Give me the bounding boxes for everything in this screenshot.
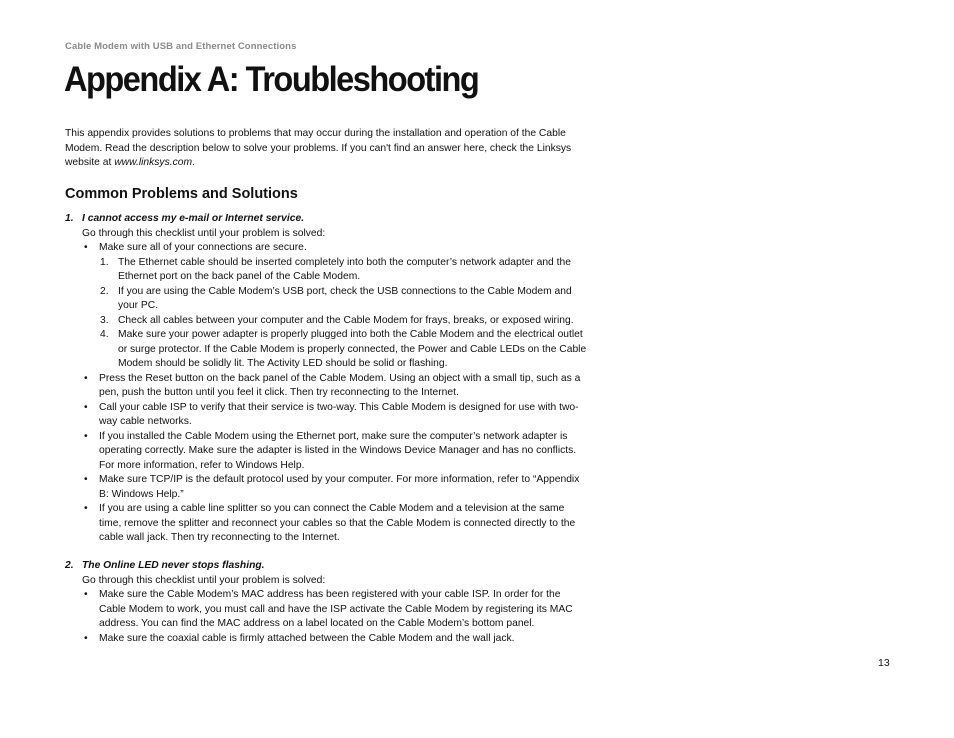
sub-item-text: Make sure your power adapter is properly plugged into both the Cable Modem and the electrical outlet or surge protector. If the Cable Modem is properly connected, the Power and Cable LEDs on the Cable Modem should be solidly lit. The Activity LED should be solid or flashing. bbox=[118, 329, 587, 369]
problem-2-number: 2. bbox=[65, 560, 74, 571]
sub-list-item bbox=[65, 256, 595, 285]
sub-list-item bbox=[65, 285, 595, 314]
list-item: • If you installed the Cable Modem using the Ethernet port, make sure the computer’s network adapter is operating correctly. Make sure the adapter is listed in the Windows Device Manager and has no conflicts. For more information, refer to Windows Help. bbox=[65, 430, 595, 474]
sub-item-number: 3. bbox=[100, 314, 109, 326]
list-item: • Make sure the Cable Modem’s MAC address has been registered with your cable ISP. In order for the Cable Modem to work, you must call and have the ISP activate the Cable Modem by registering its MAC address. You can find the MAC address on a label located on the Cable Modem’s bottom panel. bbox=[65, 588, 595, 632]
list-item: • Make sure TCP/IP is the default protocol used by your computer. For more information, refer to “Appendix B: Windows Help.” bbox=[65, 473, 595, 502]
sub-list-item bbox=[65, 328, 595, 372]
intro-text-end: . bbox=[192, 157, 195, 168]
list-item: • Press the Reset button on the back panel of the Cable Modem. Using an object with a small tip, such as a pen, push the button until you feel it click. Then try reconnecting to the Internet. bbox=[65, 372, 595, 401]
problem-2-lead: Go through this checklist until your problem is solved: bbox=[82, 574, 326, 586]
linksys-website-link[interactable]: www.linksys.com bbox=[114, 157, 193, 168]
problem-2-title bbox=[65, 559, 595, 574]
sub-item-text: Check all cables between your computer and the Cable Modem for frays, breaks, or exposed wiring. bbox=[118, 314, 574, 326]
list-item: • If you are using a cable line splitter so you can connect the Cable Modem and a television at the same time, remove the splitter and reconnect your cables so that the Cable Modem is connected directly to the cable wall jack. Then try reconnecting to the Internet. bbox=[65, 502, 595, 546]
page-title: Appendix A: Troubleshooting bbox=[64, 60, 479, 99]
problem-1 bbox=[65, 212, 595, 546]
intro-text: This appendix provides solutions to problems that may occur during the installation and operation of the Cable Modem. Read the description below to solve your problems. If you can't find an answer here, check the Linksys website at bbox=[65, 128, 572, 168]
problem-2-title-text: The Online LED never stops flashing. bbox=[82, 560, 265, 571]
intro-paragraph bbox=[65, 127, 595, 171]
sub-item-number: 1. bbox=[100, 256, 109, 268]
sub-item-text: The Ethernet cable should be inserted completely into both the computer’s network adapter and the Ethernet port on the back panel of the Cable Modem. bbox=[118, 256, 571, 282]
problem-1-lead: Go through this checklist until your problem is solved: bbox=[82, 227, 326, 239]
problem-1-title bbox=[65, 212, 595, 227]
running-header: Cable Modem with USB and Ethernet Connections bbox=[65, 41, 297, 52]
problem-1-number: 1. bbox=[65, 213, 74, 224]
list-item: • Call your cable ISP to verify that their service is two-way. This Cable Modem is designed for use with two-way cable networks. bbox=[65, 401, 595, 430]
page-number: 13 bbox=[878, 657, 890, 669]
list-item: • Make sure all of your connections are secure. bbox=[65, 241, 595, 256]
problem-2 bbox=[65, 559, 595, 646]
sub-item-number: 4. bbox=[100, 329, 109, 340]
problem-1-title-text: I cannot access my e-mail or Internet service. bbox=[82, 213, 305, 224]
list-item: • Make sure the coaxial cable is firmly attached between the Cable Modem and the wall jack. bbox=[65, 632, 595, 647]
sub-list-item bbox=[65, 314, 595, 329]
sub-item-text: If you are using the Cable Modem’s USB port, check the USB connections to the Cable Modem and your PC. bbox=[118, 285, 572, 311]
section-heading: Common Problems and Solutions bbox=[65, 186, 298, 202]
sub-item-number: 2. bbox=[100, 285, 109, 297]
